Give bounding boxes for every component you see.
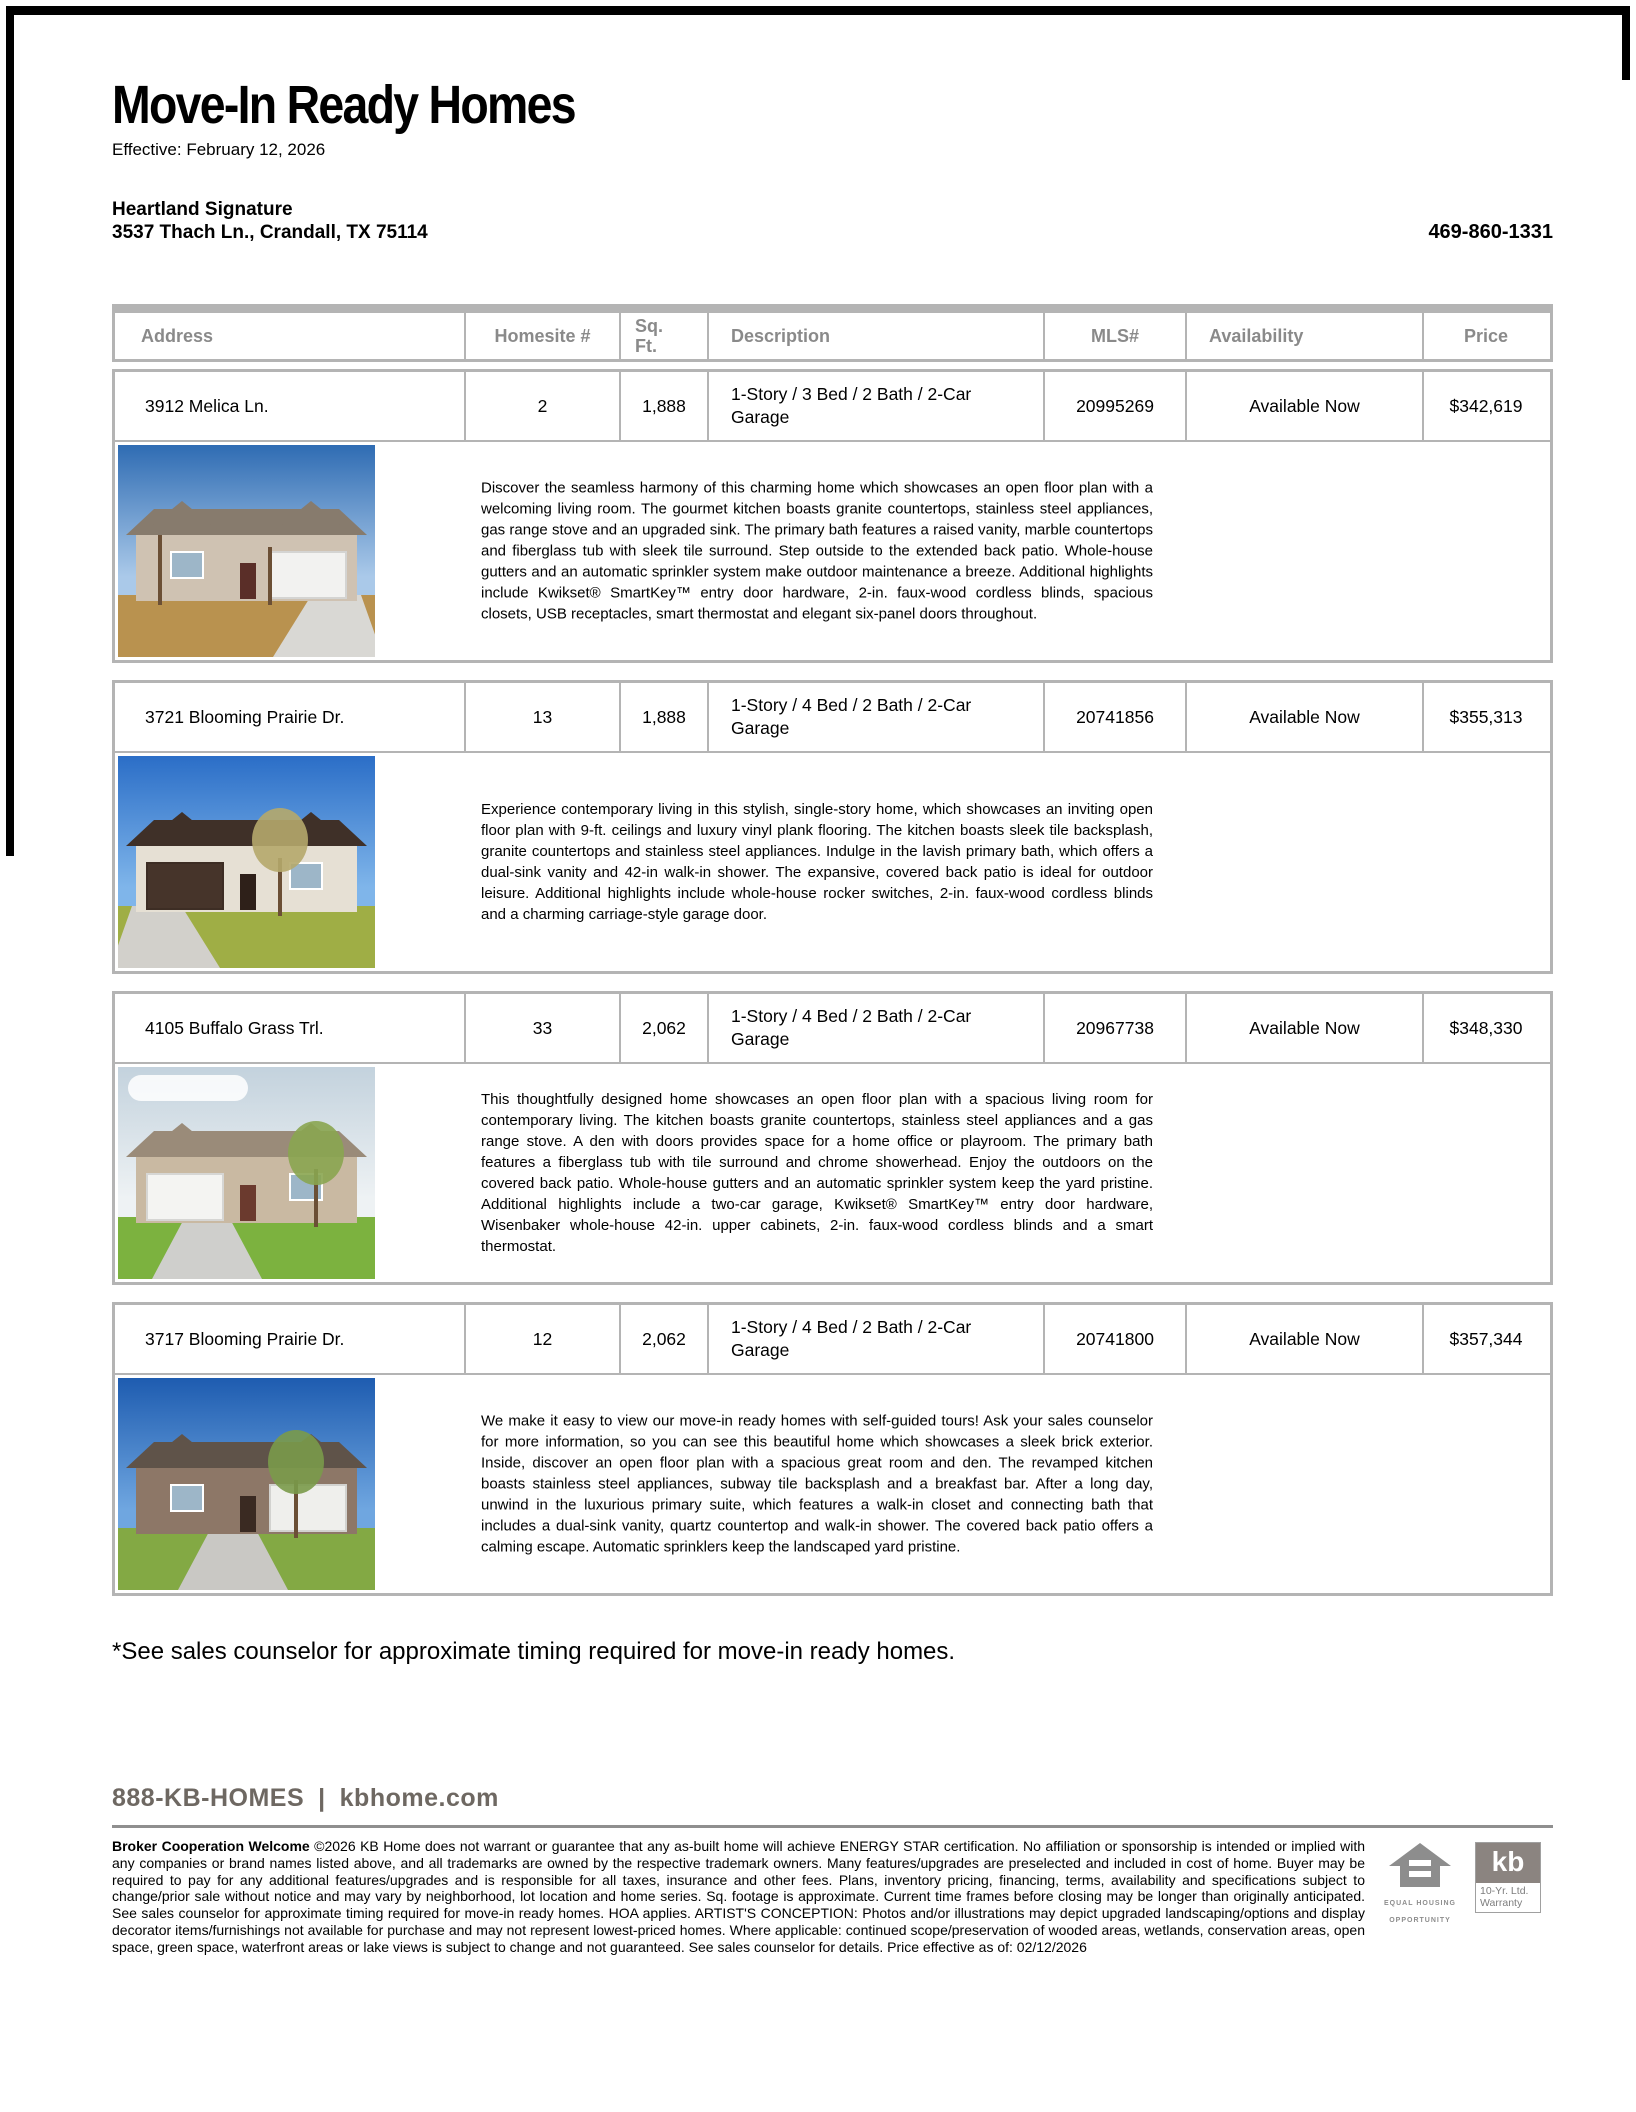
listing-price: $348,330 bbox=[1449, 1017, 1523, 1038]
table-row bbox=[115, 1305, 1550, 1375]
community-phone: 469-860-1331 bbox=[1428, 221, 1553, 243]
listing-block bbox=[112, 680, 1553, 974]
kb-website-link[interactable]: kbhome.com bbox=[339, 1784, 499, 1812]
listing-body bbox=[115, 442, 1550, 660]
listing-details-paragraph: Experience contemporary living in this stylish, single-story home, which showcases an inviting open floor plan with 9-ft. ceilings and luxury vinyl plank flooring. The kitchen boasts sleek tile backsplash, granite countertops and stainless steel appliances. Indulge in the lavish primary bath, which offers a dual-sink vanity and 42-in walk-in shower. The expansive, covered back patio is ideal for outdoor leisure. Additional highlights include whole-house rocker switches, 2-in. faux-wood cordless blinds and a charming carriage-style garage door. bbox=[481, 801, 1153, 923]
listing-availability: Available Now bbox=[1187, 1305, 1424, 1373]
listing-price: $342,619 bbox=[1449, 395, 1523, 416]
listing-price: $357,344 bbox=[1449, 1328, 1523, 1349]
flyer-content bbox=[112, 0, 1553, 1956]
listing-sqft: 1,888 bbox=[621, 372, 709, 440]
photo-garage-door bbox=[146, 862, 224, 910]
listing-description: 1-Story / 3 Bed / 2 Bath / 2-Car Garage bbox=[709, 372, 1045, 440]
equal-housing-house-icon bbox=[1387, 1842, 1453, 1888]
listing-price: $355,313 bbox=[1449, 706, 1523, 727]
kb-warranty-caption: 10-Yr. Ltd. Warranty bbox=[1480, 1885, 1529, 1909]
listing-homesite: 2 bbox=[466, 372, 621, 440]
listing-block bbox=[112, 991, 1553, 1285]
listing-address: 3717 Blooming Prairie Dr. bbox=[115, 1305, 466, 1373]
listing-homesite: 33 bbox=[466, 994, 621, 1062]
listing-body bbox=[115, 753, 1550, 971]
listing-homesite: 13 bbox=[466, 683, 621, 751]
photo-house-gable-left bbox=[140, 1123, 224, 1157]
photo-house-gable-left bbox=[140, 1434, 224, 1468]
listing-details-paragraph: We make it easy to view our move-in ready homes with self-guided tours! Ask your sales counselor for more information, so you can see this beautiful home which showcases a sleek brick exterior. Inside, discover an open floor plan with a spacious great room and den. The revamped kitchen boasts stainless steel appliances, subway tile backsplash and a breakfast bar. After a long day, unwind in the luxurious primary suite, which features a walk-in closet and connecting bath that includes a dual-sink vanity, quartz countertop and walk-in shower. The covered back patio offers a calming escape. Automatic sprinklers keep the landscaped yard pristine. bbox=[481, 1412, 1153, 1556]
photo-tree-trunk bbox=[268, 547, 272, 605]
photo-house-gable-left bbox=[140, 812, 224, 846]
disclaimer-lead: Broker Cooperation Welcome bbox=[112, 1838, 315, 1854]
photo-garage-door bbox=[146, 1173, 224, 1221]
legal-disclaimer bbox=[112, 1838, 1553, 1956]
header-sqft: Sq. Ft. bbox=[621, 313, 709, 359]
listing-availability: Available Now bbox=[1187, 994, 1424, 1062]
header-address: Address bbox=[115, 313, 466, 359]
photo-front-door bbox=[240, 563, 256, 599]
listing-block bbox=[112, 369, 1553, 663]
photo-front-door bbox=[240, 1496, 256, 1532]
listing-details-paragraph: Discover the seamless harmony of this charming home which showcases an open floor plan with a welcoming living room. The gourmet kitchen boasts granite countertops, stainless steel appliances, gas range stove and an upgraded sink. The primary bath features a raised vanity, marble countertops and fiberglass tub with sleek tile surround. Step outside to the extended back patio. Whole-house gutters and an automatic sprinkler system make outdoor maintenance a breeze. Additional highlights include Kwikset® SmartKey™ entry door hardware, 2-in. faux-wood cordless blinds, spacious closets, USB receptacles, smart thermostat and elegant six-panel doors throughout. bbox=[481, 479, 1153, 623]
equal-housing-caption: EQUAL HOUSING OPPORTUNITY bbox=[1384, 1899, 1456, 1924]
community-name: Heartland Signature bbox=[112, 199, 293, 220]
listing-address: 3721 Blooming Prairie Dr. bbox=[115, 683, 466, 751]
photo-front-door bbox=[240, 874, 256, 910]
community-name-address bbox=[112, 198, 428, 244]
listing-sqft: 2,062 bbox=[621, 994, 709, 1062]
listing-description: 1-Story / 4 Bed / 2 Bath / 2-Car Garage bbox=[709, 994, 1045, 1062]
photo-tree-crown bbox=[268, 1430, 324, 1494]
header-mls: MLS# bbox=[1045, 313, 1187, 359]
header-homesite: Homesite # bbox=[466, 313, 621, 359]
header-description: Description bbox=[709, 313, 1045, 359]
photo-house-gable-right bbox=[269, 501, 353, 535]
photo-window bbox=[170, 1484, 204, 1512]
kb-warranty-logo bbox=[1475, 1842, 1541, 1913]
disclaimer-text: ©2026 KB Home does not warrant or guarantee that any as-built home will achieve ENERGY STAR certification. No affiliation or sponsorship is intended or implied with any companies or brand names listed above, and all trademarks are owned by the respective trademark owners. Many features/upgrades are preselected and included in cost of home. Buyer may be required to pay for any additional features/upgrades and is responsible for all taxes, insurance and other fees. Plans, inventory pricing, financing, terms, availability and specifications subject to change/prior sale without notice and may vary by neighborhood, lot location and home series. Sq. footage is approximate. Current time frames before closing may be longer than originally anticipated. See sales counselor for approximate timing required for move-in ready homes. HOA applies. ARTIST'S CONCEPTION: Photos and/or illustrations may depict upgraded landscaping/options and display decorator items/furnishings not available for purchase and may not represent lowest-priced homes. Where applicable: continued scope/preservation of wooded areas, wetlands, conservation areas, open space, green space, waterfront areas or lake views is subject to change and not guaranteed. See sales counselor for details. Price effective as of: 02/12/2026 bbox=[112, 1838, 1365, 1955]
listing-description: 1-Story / 4 Bed / 2 Bath / 2-Car Garage bbox=[709, 1305, 1045, 1373]
listing-availability: Available Now bbox=[1187, 372, 1424, 440]
table-row bbox=[115, 372, 1550, 442]
photo-window bbox=[170, 551, 204, 579]
listing-mls: 20967738 bbox=[1045, 994, 1187, 1062]
header-availability: Availability bbox=[1187, 313, 1424, 359]
photo-garage-door bbox=[269, 1484, 347, 1532]
listing-mls: 20995269 bbox=[1045, 372, 1187, 440]
listing-details-paragraph: This thoughtfully designed home showcases an open floor plan with a spacious living room for contemporary living. The kitchen boasts granite countertops, stainless steel appliances and a gas range stove. A den with doors provides space for a home office or playroom. The primary bath features a fiberglass tub with tile surround and chrome showerhead. Enjoy the outdoors on the covered back patio. Whole-house gutters and an automatic sprinkler system keep the yard pristine. Additional highlights include a two-car garage, Kwikset® SmartKey™ entry door hardware, Wisenbaker whole-house 42-in. upper cabinets, 2-in. faux-wood cordless blinds and a smart thermostat. bbox=[481, 1091, 1153, 1255]
listing-mls: 20741856 bbox=[1045, 683, 1187, 751]
listing-address: 3912 Melica Ln. bbox=[115, 372, 466, 440]
photo-garage-door bbox=[269, 551, 347, 599]
photo-tree-crown bbox=[252, 808, 308, 872]
listing-photo bbox=[118, 1067, 375, 1279]
header-price: Price bbox=[1463, 325, 1509, 346]
page-title: Move-In Ready Homes bbox=[112, 75, 575, 135]
listing-mls: 20741800 bbox=[1045, 1305, 1187, 1373]
footer-separator: | bbox=[318, 1784, 326, 1812]
page-border-right bbox=[1622, 6, 1630, 80]
kb-logo-mark: kb bbox=[1476, 1843, 1540, 1883]
listing-photo bbox=[118, 1378, 375, 1590]
effective-date: Effective: February 12, 2026 bbox=[112, 140, 326, 159]
community-address: 3537 Thach Ln., Crandall, TX 75114 bbox=[112, 222, 428, 243]
table-row bbox=[115, 994, 1550, 1064]
photo-front-door bbox=[240, 1185, 256, 1221]
listing-sqft: 1,888 bbox=[621, 683, 709, 751]
listing-availability: Available Now bbox=[1187, 683, 1424, 751]
sales-counselor-note: *See sales counselor for approximate timing required for move-in ready homes. bbox=[112, 1638, 956, 1665]
table-row bbox=[115, 683, 1550, 753]
community-header bbox=[112, 198, 1553, 244]
listing-body bbox=[115, 1064, 1550, 1282]
footer-logos bbox=[1381, 1842, 1553, 1925]
page-border-left bbox=[6, 6, 14, 856]
listing-description: 1-Story / 4 Bed / 2 Bath / 2-Car Garage bbox=[709, 683, 1045, 751]
kb-phone: 888-KB-HOMES bbox=[112, 1784, 305, 1812]
footer-brand-line bbox=[112, 1784, 1553, 1813]
photo-tree-crown bbox=[288, 1121, 344, 1185]
photo-house-gable-left bbox=[140, 501, 224, 535]
listing-homesite: 12 bbox=[466, 1305, 621, 1373]
listing-block bbox=[112, 1302, 1553, 1596]
photo-cloud bbox=[128, 1075, 248, 1101]
listing-photo bbox=[118, 445, 375, 657]
photo-tree-trunk-2 bbox=[158, 535, 162, 605]
listing-body bbox=[115, 1375, 1550, 1593]
listing-address: 4105 Buffalo Grass Trl. bbox=[115, 994, 466, 1062]
listing-sqft: 2,062 bbox=[621, 1305, 709, 1373]
equal-housing-logo bbox=[1381, 1842, 1459, 1925]
listing-photo bbox=[118, 756, 375, 968]
listings-table-header bbox=[112, 304, 1553, 362]
listings-table-body bbox=[112, 369, 1553, 1596]
footer-divider bbox=[112, 1825, 1553, 1828]
